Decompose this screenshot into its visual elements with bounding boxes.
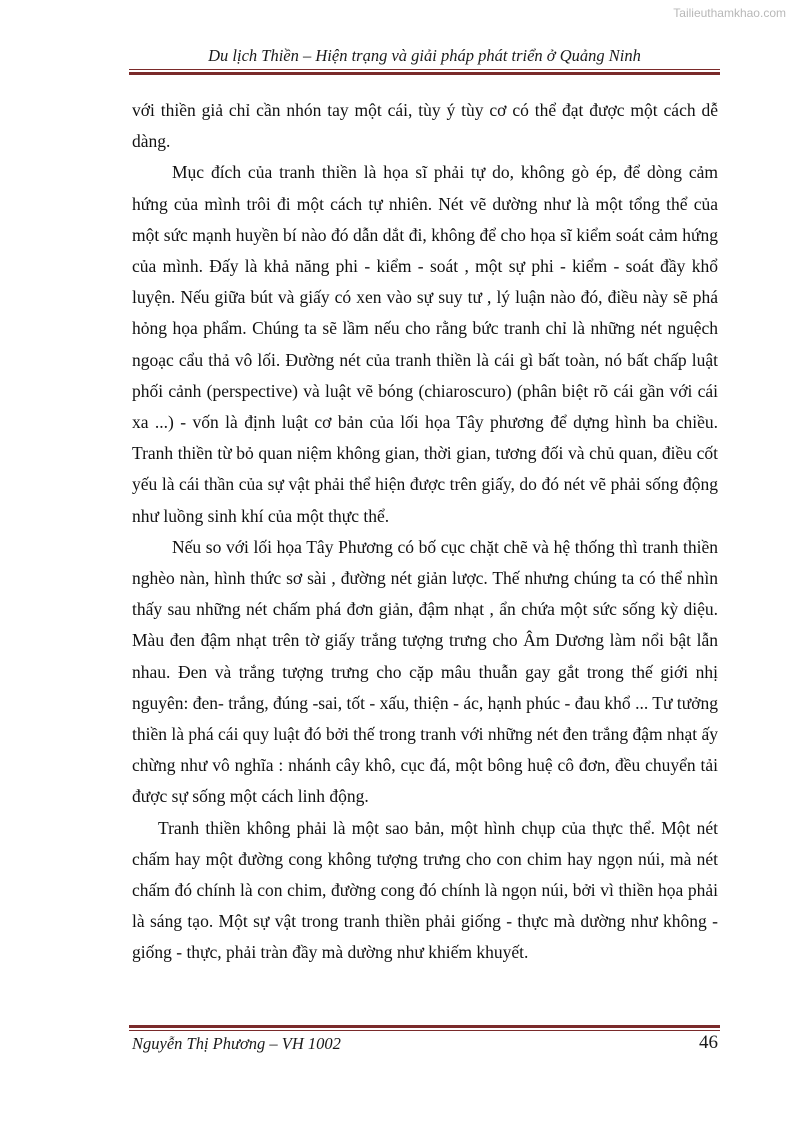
main-content: [132, 95, 718, 969]
footer-rule: [129, 1025, 720, 1031]
page-footer: [132, 1034, 718, 1054]
paragraph-4: Tranh thiền không phải là một sao bản, một hình chụp của thực thể. Một nét chấm hay một đường cong không tượng trưng cho con chim hay ngọn núi, mà nét chấm đó chính là con chim, đường cong đó chính là ngọn núi, bởi vì thiền họa phải là sáng tạo. Một sự vật trong tranh thiền phải giống - thực mà dường như không - giống - thực, phải tràn đầy mà dường như khiếm khuyết.: [132, 817, 718, 963]
footer-author: Nguyễn Thị Phương – VH 1002: [132, 1034, 341, 1053]
page-header-title: Du lịch Thiền – Hiện trạng và giải pháp phát triển ở Quảng Ninh: [208, 46, 641, 65]
paragraph-2: Mục đích của tranh thiền là họa sĩ phải tự do, không gò ép, để dòng cảm hứng của mình trôi đi một cách tự nhiên. Nét vẽ dường như là một tổng thể của một sức mạnh huyền bí nào đó dẫn dắt đi, không để cho họa sĩ kiểm soát cảm hứng của mình. Đấy là khả năng phi - kiểm - soát , một sự phi - kiểm - soát đầy khổ luyện. Nếu giữa bút và giấy có xen vào sự suy tư , lý luận nào đó, điều này sẽ phá hỏng họa phẩm. Chúng ta sẽ lầm nếu cho rằng bức tranh chỉ là những nét nguệch ngoạc cẩu thả vô lối. Đường nét của tranh thiền là cái gì bất toàn, nó bất chấp luật phối cảnh (perspective) và luật vẽ bóng (chiaroscuro) (phân biệt rõ cái gần với cái xa ...) - vốn là định luật cơ bản của lối họa Tây phương để dựng hình ba chiều. Tranh thiền từ bỏ quan niệm không gian, thời gian, tương đối và chủ quan, điều cốt yếu là cái thần của sự vật phải thể hiện được trên giấy, do đó nét vẽ phải sống động như luồng sinh khí của một thực thể.: [132, 162, 718, 526]
header-rule: [129, 69, 720, 75]
watermark-text: Tailieuthamkhao.com: [673, 6, 786, 20]
paragraph-3: Nếu so với lối họa Tây Phương có bố cục chặt chẽ và hệ thống thì tranh thiền nghèo nàn, hình thức sơ sài , đường nét giản lược. Thế nhưng chúng ta có thể nhìn thấy sau những nét chấm phá đơn giản, đậm nhạt , ẩn chứa một sức sống kỳ diệu. Màu đen đậm nhạt trên tờ giấy trắng tượng trưng cho Âm Dương làm nổi bật lẫn nhau. Đen và trắng tượng trưng cho cặp mâu thuẫn gay gắt trong thế giới nhị nguyên: đen- trắng, đúng -sai, tốt - xấu, thiện - ác, hạnh phúc - đau khổ ... Tư tưởng thiền là phá cái quy luật đó bởi thế trong tranh với những nét đen trắng đậm nhạt ấy chừng như vô nghĩa : nhánh cây khô, cục đá, một bông huệ cô đơn, đều chuyển tải được sự sống một cách linh động.: [132, 536, 718, 807]
page-number: 46: [699, 1032, 718, 1053]
paragraph-1: với thiền giả chỉ cần nhón tay một cái, tùy ý tùy cơ có thể đạt được một cách dễ dàng.: [132, 100, 718, 152]
